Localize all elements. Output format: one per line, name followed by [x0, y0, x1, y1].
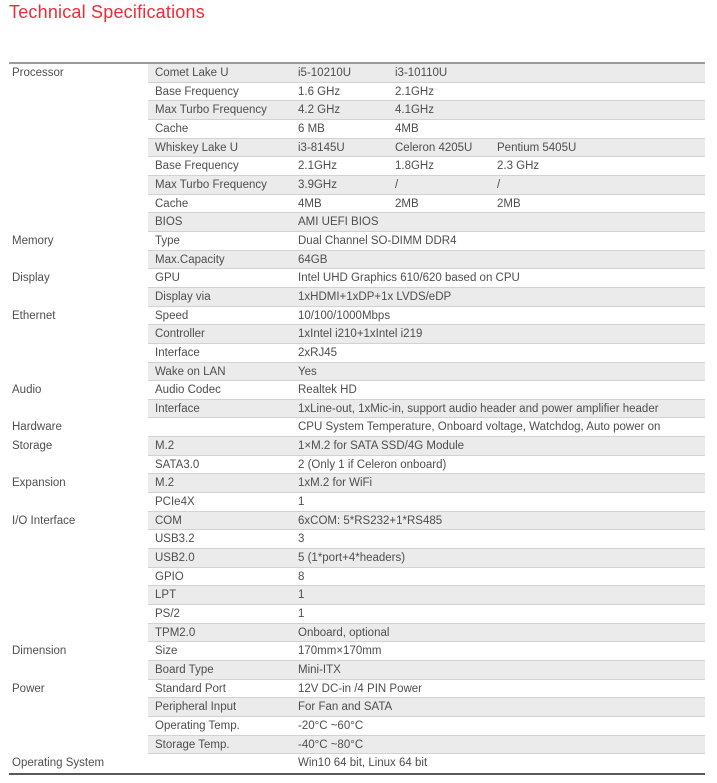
value-cell: 1 [298, 608, 305, 621]
table-row [9, 269, 705, 288]
row-content [148, 232, 705, 251]
row-content [148, 680, 705, 699]
table-row [9, 325, 705, 344]
row-content [148, 120, 705, 139]
value-cell: 1 [298, 589, 305, 602]
row-content [148, 269, 705, 288]
table-row [9, 251, 705, 270]
row-content [148, 754, 705, 773]
label-cell: GPU [155, 272, 180, 285]
table-row [9, 736, 705, 755]
value-cell: 8 [298, 570, 305, 583]
row-content [148, 400, 705, 419]
row-content [148, 325, 705, 344]
category-cell [9, 157, 148, 176]
table-row [9, 661, 705, 680]
value-cell: 1×M.2 for SATA SSD/4G Module [298, 440, 465, 453]
table-row [9, 176, 705, 195]
value-cell: 1 [298, 496, 305, 509]
label-cell: Wake on LAN [155, 365, 226, 378]
row-content [148, 344, 705, 363]
table-row [9, 307, 705, 326]
value-cell: i3-8145U [298, 141, 345, 154]
label-cell [155, 418, 298, 436]
row-content [148, 363, 705, 382]
category-cell [9, 83, 148, 102]
spec-table [9, 62, 705, 775]
category-cell [9, 661, 148, 680]
category-cell [9, 624, 148, 643]
value-cell: 2.1GHz [395, 85, 434, 98]
value-cell: Celeron 4205U [395, 141, 473, 154]
category-cell: Audio [9, 381, 148, 400]
value-cell: / [395, 178, 399, 191]
value-cell: 1xHDMI+1xDP+1x LVDS/eDP [298, 290, 452, 303]
value-cell: 4MB [395, 122, 419, 135]
value-cell: 1.8GHz [395, 160, 434, 173]
label-cell: M.2 [155, 440, 175, 453]
category-cell [9, 120, 148, 139]
category-cell: I/O Interface [9, 512, 148, 531]
page-title: Technical Specifications [9, 2, 205, 22]
category-cell [9, 195, 148, 214]
table-row [9, 586, 705, 605]
row-content [148, 83, 705, 102]
label-cell: Comet Lake U [155, 67, 229, 79]
row-content [148, 381, 705, 400]
table-row [9, 418, 705, 437]
label-cell: Interface [155, 402, 200, 415]
category-cell [9, 698, 148, 717]
value-cell: 3.9GHz [298, 178, 337, 191]
value-cell: / [497, 178, 501, 191]
row-content [148, 307, 705, 326]
category-cell [9, 288, 148, 307]
label-cell: Interface [155, 346, 200, 359]
label-cell: Type [155, 234, 180, 247]
label-cell: Operating Temp. [155, 719, 240, 732]
label-cell: Display via [155, 290, 211, 303]
label-cell: Max.Capacity [155, 253, 225, 266]
category-cell [9, 139, 148, 158]
category-cell: Storage [9, 437, 148, 456]
row-content [148, 698, 705, 717]
category-cell [9, 363, 148, 382]
value-cell: Win10 64 bit, Linux 64 bit [298, 757, 428, 770]
table-row [9, 101, 705, 120]
value-cell: 10/100/1000Mbps [298, 309, 391, 322]
row-content [148, 642, 705, 661]
value-cell: 5 (1*port+4*headers) [298, 552, 406, 565]
label-cell: Cache [155, 197, 189, 210]
value-cell: 1.6 GHz [298, 85, 341, 98]
row-content [148, 139, 705, 158]
row-content [148, 568, 705, 587]
label-cell: Storage Temp. [155, 738, 230, 751]
value-cell: 2xRJ45 [298, 346, 337, 359]
value-cell: 6 MB [298, 122, 325, 135]
label-cell: Speed [155, 309, 189, 322]
table-row [9, 549, 705, 568]
category-cell [9, 605, 148, 624]
row-content [148, 717, 705, 736]
table-row [9, 530, 705, 549]
table-row [9, 624, 705, 643]
label-cell: Base Frequency [155, 160, 239, 173]
label-cell: Max Turbo Frequency [155, 104, 267, 117]
label-cell: TPM2.0 [155, 626, 196, 639]
label-cell: Peripheral Input [155, 701, 237, 714]
category-cell [9, 493, 148, 512]
value-cell: 2MB [497, 197, 521, 210]
label-cell: Max Turbo Frequency [155, 178, 267, 191]
value-cell: Dual Channel SO-DIMM DDR4 [298, 234, 457, 247]
value-cell: 6xCOM: 5*RS232+1*RS485 [298, 514, 443, 527]
table-row [9, 680, 705, 699]
table-row [9, 232, 705, 251]
category-cell [9, 568, 148, 587]
value-cell: Realtek HD [298, 384, 357, 397]
label-cell: PS/2 [155, 608, 180, 621]
row-content [148, 101, 705, 120]
row-content [148, 418, 705, 437]
label-cell: Board Type [155, 664, 214, 676]
value-cell: i3-10110U [395, 67, 448, 79]
row-content [148, 736, 705, 755]
label-cell: Audio Codec [155, 384, 221, 397]
value-cell: 2 (Only 1 if Celeron onboard) [298, 458, 447, 471]
row-content [148, 605, 705, 624]
category-cell [9, 736, 148, 755]
row-content [148, 493, 705, 512]
value-cell: 170mm×170mm [298, 645, 382, 658]
label-cell: Base Frequency [155, 85, 239, 98]
value-cell: -20°C ~60°C [298, 719, 364, 732]
label-cell: Controller [155, 328, 205, 341]
table-row [9, 456, 705, 475]
table-row [9, 288, 705, 307]
category-cell [9, 213, 148, 232]
label-cell: BIOS [155, 216, 183, 229]
value-cell: Intel UHD Graphics 610/620 based on CPU [298, 272, 520, 285]
category-cell [9, 101, 148, 120]
value-cell: Onboard, optional [298, 626, 390, 639]
row-content [148, 288, 705, 307]
table-row [9, 381, 705, 400]
table-row [9, 512, 705, 531]
table-row [9, 400, 705, 419]
category-cell: Expansion [9, 474, 148, 493]
value-cell: 2.1GHz [298, 160, 337, 173]
table-row [9, 698, 705, 717]
row-content [148, 586, 705, 605]
category-cell [9, 251, 148, 270]
table-row [9, 120, 705, 139]
row-content [148, 64, 705, 83]
category-cell: Power [9, 680, 148, 699]
label-cell: Whiskey Lake U [155, 141, 239, 154]
value-cell: AMI UEFI BIOS [298, 216, 379, 229]
table-row [9, 605, 705, 624]
label-cell: COM [155, 514, 182, 527]
value-cell: 2.3 GHz [497, 160, 540, 173]
value-cell: 2MB [395, 197, 419, 210]
category-cell: Hardware [9, 418, 148, 437]
label-cell: SATA3.0 [155, 458, 200, 471]
value-cell: 1xIntel i210+1xIntel i219 [298, 328, 423, 341]
table-row [9, 139, 705, 158]
category-cell: Ethernet [9, 307, 148, 326]
value-cell: 64GB [298, 253, 328, 266]
value-cell: For Fan and SATA [298, 701, 393, 714]
label-cell: Size [155, 645, 178, 658]
category-cell [9, 530, 148, 549]
label-cell: USB2.0 [155, 552, 195, 565]
table-row [9, 642, 705, 661]
label-cell: LPT [155, 589, 177, 602]
label-cell: Standard Port [155, 682, 226, 695]
table-row [9, 493, 705, 512]
category-cell [9, 456, 148, 475]
table-row [9, 363, 705, 382]
label-cell: M.2 [155, 477, 175, 490]
table-row [9, 474, 705, 493]
table-row [9, 717, 705, 736]
value-cell: 12V DC-in /4 PIN Power [298, 682, 422, 695]
table-row [9, 195, 705, 214]
row-content [148, 624, 705, 643]
label-cell: GPIO [155, 570, 184, 583]
row-content [148, 549, 705, 568]
value-cell: Pentium 5405U [497, 141, 577, 154]
value-cell: CPU System Temperature, Onboard voltage, Watchdog, Auto power on [298, 421, 661, 434]
row-content [148, 176, 705, 195]
value-cell: Mini-ITX [298, 664, 341, 676]
table-row [9, 83, 705, 102]
category-cell: Dimension [9, 642, 148, 661]
category-cell [9, 717, 148, 736]
value-cell: 4.1GHz [395, 104, 434, 117]
row-content [148, 157, 705, 176]
value-cell: Yes [298, 365, 317, 378]
label-cell [155, 754, 298, 773]
label-cell: PCIe4X [155, 496, 195, 509]
category-cell [9, 400, 148, 419]
table-row [9, 157, 705, 176]
category-cell: Memory [9, 232, 148, 251]
value-cell: 1xLine-out, 1xMic-in, support audio header and power amplifier header [298, 402, 659, 415]
value-cell: 4.2 GHz [298, 104, 341, 117]
row-content [148, 530, 705, 549]
row-content [148, 437, 705, 456]
category-cell [9, 586, 148, 605]
label-cell: USB3.2 [155, 533, 195, 546]
value-cell: i5-10210U [298, 67, 352, 79]
row-content [148, 195, 705, 214]
table-row [9, 568, 705, 587]
table-row [9, 213, 705, 232]
value-cell: 1xM.2 for WiFi [298, 477, 373, 490]
table-row [9, 437, 705, 456]
category-cell: Display [9, 269, 148, 288]
category-cell [9, 549, 148, 568]
row-content [148, 512, 705, 531]
row-content [148, 456, 705, 475]
row-content [148, 213, 705, 232]
category-cell [9, 344, 148, 363]
row-content [148, 661, 705, 680]
category-cell: Operating System [9, 754, 148, 773]
table-row [9, 344, 705, 363]
label-cell: Cache [155, 122, 189, 135]
value-cell: 4MB [298, 197, 322, 210]
table-row [9, 754, 705, 773]
category-cell: Processor [9, 64, 148, 83]
row-content [148, 251, 705, 270]
value-cell: -40°C ~80°C [298, 738, 364, 751]
category-cell [9, 325, 148, 344]
value-cell: 3 [298, 533, 305, 546]
category-cell [9, 176, 148, 195]
table-row [9, 64, 705, 83]
row-content [148, 474, 705, 493]
